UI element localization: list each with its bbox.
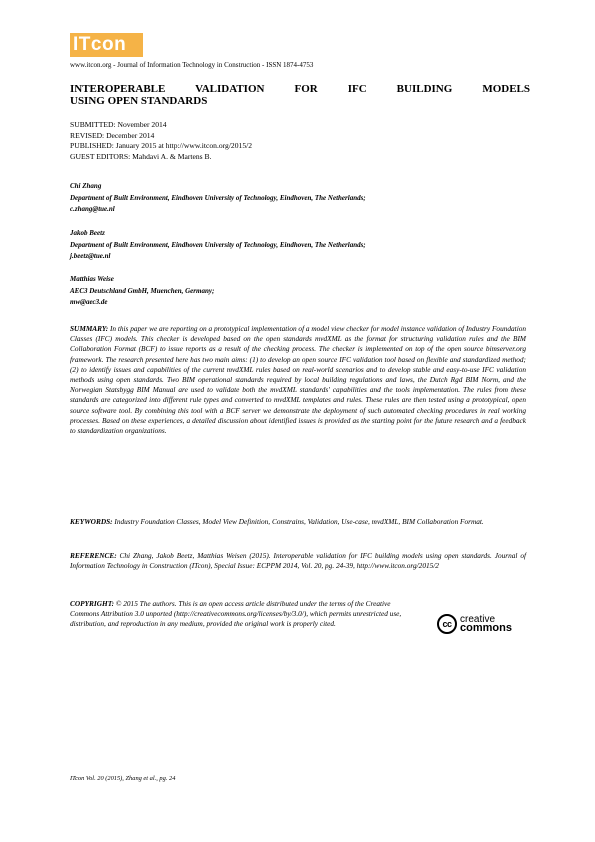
cc-word-commons: commons (460, 622, 512, 634)
published-info: PUBLISHED: January 2015 at http://www.itcon.org/2015/2 (70, 141, 253, 150)
cc-wordmark (460, 615, 512, 633)
author-affiliation: Department of Built Environment, Eindhoven University of Technology, Eindhoven, The Netherlands; (70, 193, 366, 202)
cc-word-creative: creative (460, 614, 496, 625)
keywords-paragraph (70, 517, 526, 527)
guest-editors: GUEST EDITORS: Mahdavi A. & Martens B. (70, 151, 212, 161)
author-affiliation: AEC3 Deutschland GmbH, Muenchen, Germany; (70, 286, 215, 295)
author-name: Jakob Beetz (70, 229, 105, 237)
summary-text: In this paper we are reporting on a prototypical implementation of a model view checker for model instance validation of Industry Foundation Classes (IFC) models. This checker is developed based on the open standards mvdXML as the format for structuring validation rules and the BIM Collaboration Format (BCF) to issue reports as a result of the checking process. The checker is implemented on top of the open source bimserver.org framework. The research presented here has two main aims: (1) to develop an open source IFC validation tool based on flexible and standardized method; (2) to identify issues and capabilities of the current mvdXML rules based on real-world scenarios and to develop stable and easy-to-use IFC validation methods using open standards. Two BIM operational standards required by local building regulations and laws, the Dutch Rgd BIM Norm, and the Norwegian Statsbygg BIM Manual are used to validate both the mvdXML standards' capabilities and the tools implementation. The rules from these standards are categorized into different rule types and converted to mvdXML templates and rules. These rules are then tested using a prototypical, open source software tool. By combining this tool with a BCF server we demonstrate the deployment of such automated checking procedures in real working processes. Based on these experiences, a detailed discussion about identified issues is provided as the starting point for the future research and a feedback to standardization organizations. (70, 324, 527, 436)
title-line-2: USING OPEN STANDARDS (70, 95, 208, 107)
author-affiliation: Department of Built Environment, Eindhoven University of Technology, Eindhoven, The Netherlands; (70, 240, 366, 249)
author-block (70, 228, 530, 263)
logo-part-con: con (90, 34, 127, 55)
author-name: Matthias Weise (70, 275, 114, 283)
revised-date: REVISED: December 2014 (70, 130, 155, 140)
copyright-text: © 2015 The authors. This is an open access article distributed under the terms of the Creative Commons Attribution 3.0 unported (http://creativecommons.org/licenses/by/3.0/), which permits unrestricted use, distribution, and reproduction in any medium, provided the original work is properly cited. (70, 599, 402, 629)
reference-text: Chi Zhang, Jakob Beetz, Matthias Weisen (2015). Interoperable validation for IFC building models using open standards. Journal of Information Technology in Construction (ITcon), Special Issue: ECPPM 2014, Vol. 20, pg. 24-39, http://www.itcon.org/2015/2 (70, 551, 526, 571)
submitted-date: SUBMITTED: November 2014 (70, 120, 167, 129)
reference-label: REFERENCE: (70, 551, 117, 560)
keywords-label: KEYWORDS: (70, 517, 113, 526)
creative-commons-logo[interactable] (437, 611, 532, 637)
summary-paragraph (70, 324, 526, 436)
author-block (70, 181, 530, 216)
author-name: Chi Zhang (70, 182, 102, 190)
logo-part-it: IT (73, 34, 91, 55)
reference-paragraph (70, 551, 526, 571)
copyright-paragraph (70, 599, 410, 630)
author-email: mw@aec3.de (70, 298, 108, 306)
author-email: c.zhang@tue.nl (70, 205, 115, 213)
title-line-1: INTEROPERABLE VALIDATION FOR IFC BUILDING MODELS (70, 83, 530, 95)
itcon-logo (70, 33, 143, 57)
paper-title (70, 83, 530, 107)
submission-info (70, 120, 530, 162)
cc-icon: cc (437, 614, 457, 634)
author-email: j.beetz@tue.nl (70, 252, 111, 260)
author-block (70, 274, 530, 309)
page-footer: ITcon Vol. 20 (2015), Zhang et al., pg. 24 (70, 775, 176, 782)
journal-header: www.itcon.org - Journal of Information Technology in Construction - ISSN 1874-4753 (70, 61, 314, 69)
summary-label: SUMMARY: (70, 324, 109, 333)
copyright-label: COPYRIGHT: (70, 599, 115, 608)
keywords-text: Industry Foundation Classes, Model View Definition, Constrains, Validation, Use-case, mvdXML, BIM Collaboration Format. (114, 517, 484, 526)
